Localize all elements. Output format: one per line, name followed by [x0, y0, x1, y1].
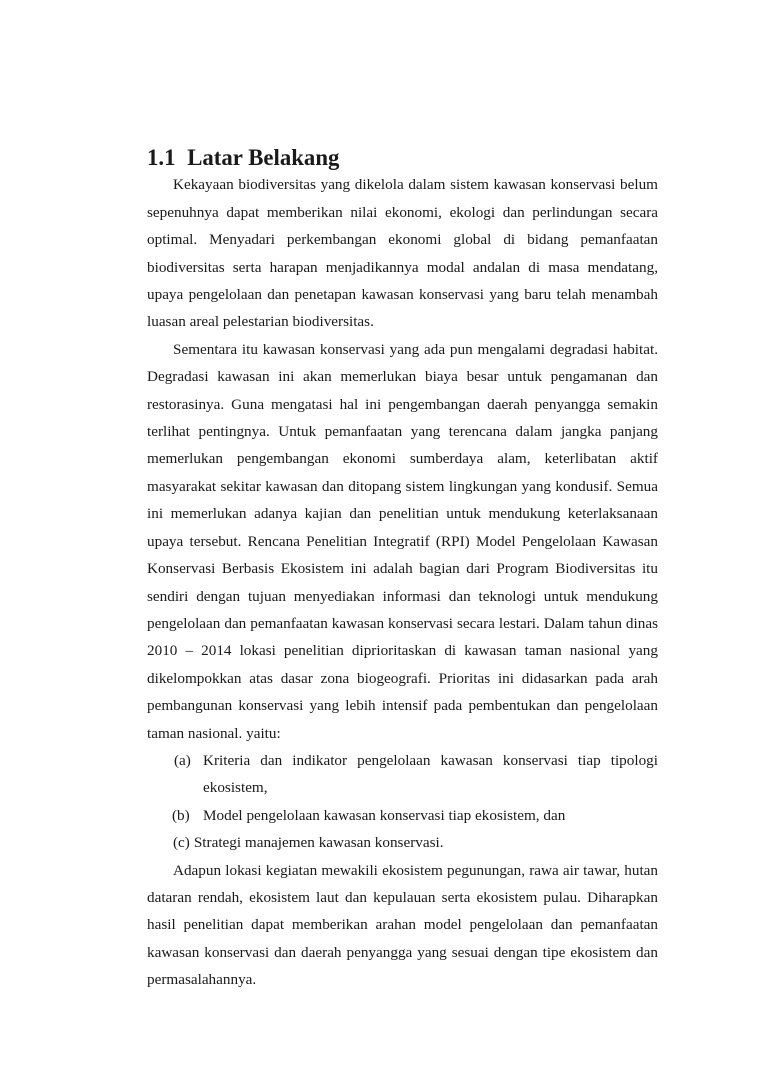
- list-item: [147, 802, 658, 829]
- list-item-text: Kriteria dan indikator pengelolaan kawasan konservasi tiap tipologi ekosistem,: [203, 751, 658, 797]
- list-item-text: Strategi manajemen kawasan konservasi.: [193, 834, 444, 852]
- section-heading: [147, 144, 658, 171]
- paragraph-1: Kekayaan biodiversitas yang dikelola dalam sistem kawasan konservasi belum sepenuhnya dapat memberikan nilai ekonomi, ekologi dan perlindungan secara optimal. Menyadari perkembangan ekonomi global di bidang pemanfaatan biodiversitas serta harapan menjadikannya modal andalan di masa mendatang, upaya pengelolaan dan penetapan kawasan konservasi yang baru telah menambah luasan areal pelestarian biodiversitas.: [147, 176, 658, 331]
- list-item: [147, 747, 658, 802]
- document-page: [147, 144, 658, 994]
- section-number: 1.1: [147, 145, 176, 170]
- list-marker: (c): [173, 834, 190, 852]
- list-marker: (b): [172, 806, 190, 824]
- list-marker: (a): [174, 751, 191, 769]
- list-item-text: Model pengelolaan kawasan konservasi tiap ekosistem, dan: [203, 806, 566, 824]
- priority-list: [147, 747, 658, 857]
- paragraph-3: Adapun lokasi kegiatan mewakili ekosistem pegunungan, rawa air tawar, hutan dataran rendah, ekosistem laut dan kepulauan serta ekosistem pulau. Diharapkan hasil penelitian dapat memberikan arahan model pengelolaan dan pemanfaatan kawasan konservasi dan daerah penyangga yang sesuai dengan tipe ekosistem dan permasalahannya.: [147, 861, 658, 989]
- paragraph-2: Sementara itu kawasan konservasi yang ada pun mengalami degradasi habitat. Degradasi kawasan ini akan memerlukan biaya besar untuk pengamanan dan restorasinya. Guna mengatasi hal ini pengembangan daerah penyangga semakin terlihat pentingnya. Untuk pemanfaatan yang terencana dalam jangka panjang memerlukan pengembangan ekonomi sumberdaya alam, keterlibatan aktif masyarakat sekitar kawasan dan ditopang sistem lingkungan yang kondusif. Semua ini memerlukan adanya kajian dan penelitian untuk mendukung keterlaksanaan upaya tersebut. Rencana Penelitian Integratif (RPI) Model Pengelolaan Kawasan Konservasi Berbasis Ekosistem ini adalah bagian dari Program Biodiversitas itu sendiri dengan tujuan menyediakan informasi dan teknologi untuk mendukung pengelolaan dan pemanfaatan kawasan konservasi secara lestari. Dalam tahun dinas 2010 – 2014 lokasi penelitian diprioritaskan di kawasan taman nasional yang dikelompokkan atas dasar zona biogeografi. Prioritas ini didasarkan pada arah pembangunan konservasi yang lebih intensif pada pembentukan dan pengelolaan taman nasional. yaitu:: [147, 340, 658, 742]
- section-title: Latar Belakang: [187, 145, 340, 170]
- list-item: [147, 829, 658, 856]
